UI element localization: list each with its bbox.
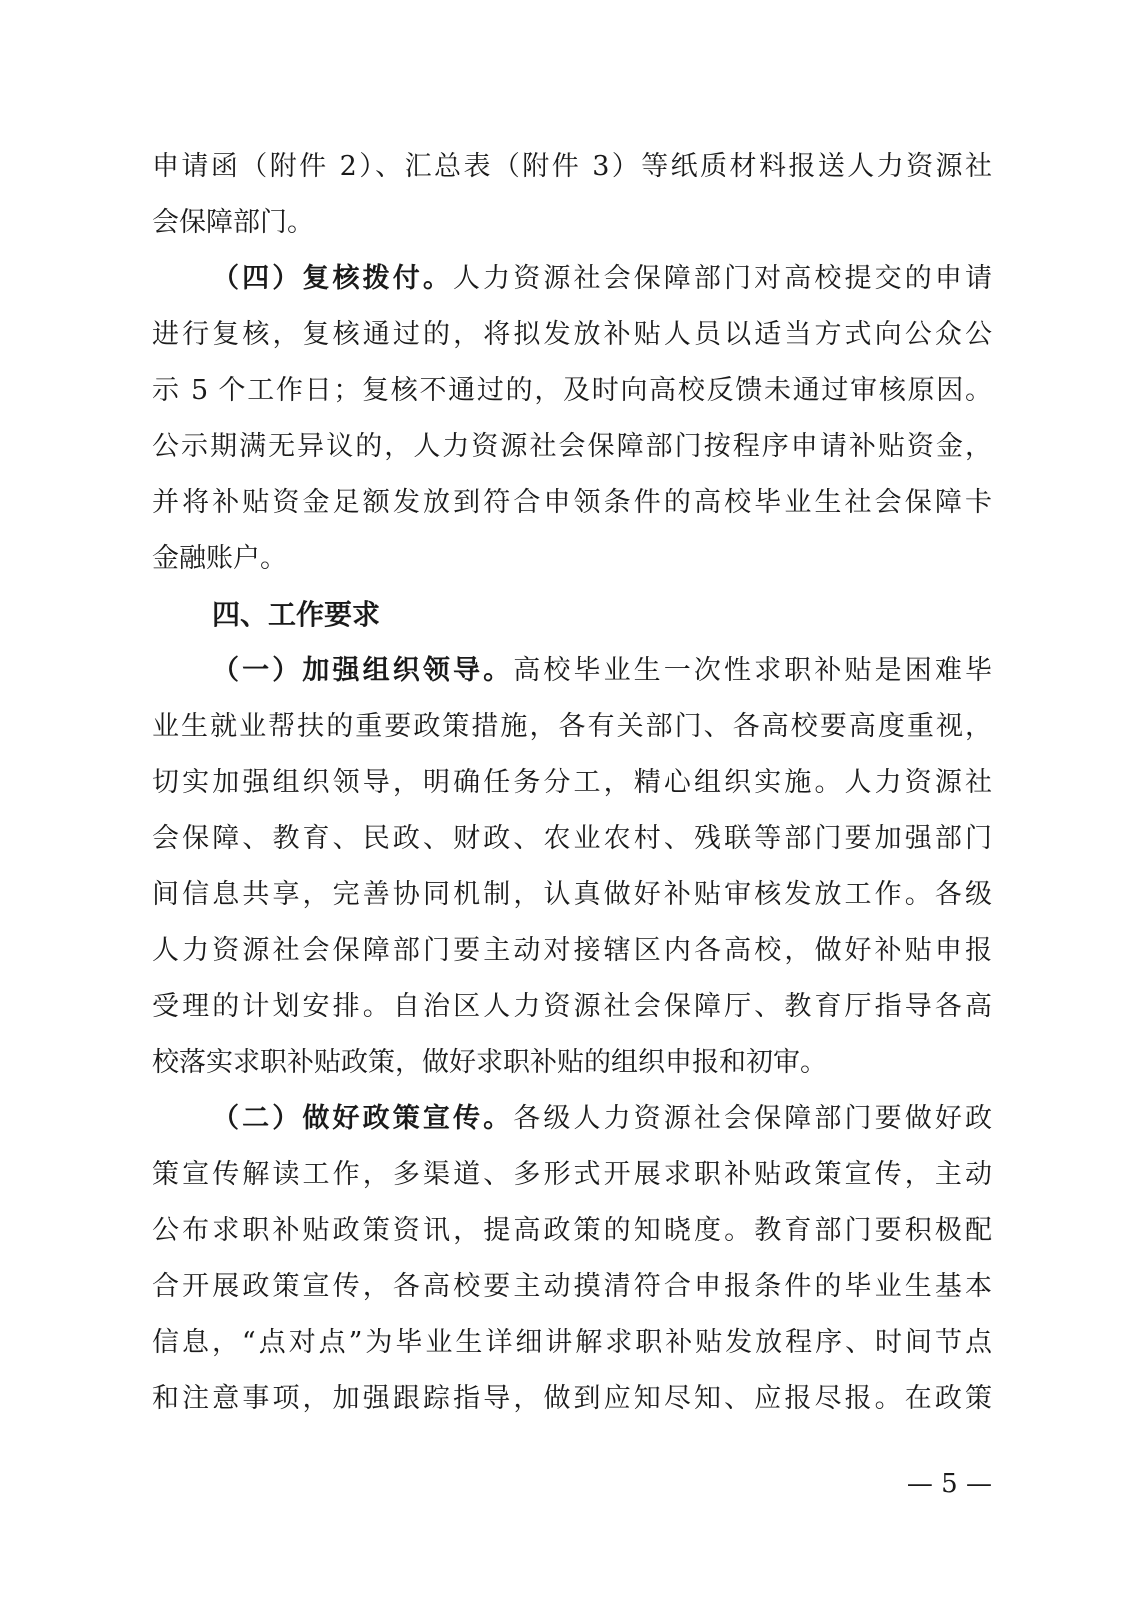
paragraph-line: 业生就业帮扶的重要政策措施，各有关部门、各高校要高度重视，: [152, 711, 992, 742]
paragraph-line: 合开展政策宣传，各高校要主动摸清符合申报条件的毕业生基本: [152, 1271, 992, 1302]
item-2-label: （二）做好政策宣传。: [212, 1103, 514, 1134]
paragraph-line: 切实加强组织领导，明确任务分工，精心组织实施。人力资源社: [152, 767, 992, 798]
paragraph-line: 公示期满无异议的，人力资源社会保障部门按程序申请补贴资金，: [152, 431, 992, 462]
paragraph-line: 公布求职补贴政策资讯，提高政策的知晓度。教育部门要积极配: [152, 1215, 992, 1246]
paragraph-line: 并将补贴资金足额发放到符合申领条件的高校毕业生社会保障卡: [152, 487, 992, 518]
item-1-line: [212, 651, 992, 691]
section-heading: 四、工作要求: [212, 598, 381, 631]
item-4-label: （四）复核拨付。: [212, 263, 453, 294]
paragraph-line: 受理的计划安排。自治区人力资源社会保障厅、教育厅指导各高: [152, 991, 992, 1022]
paragraph-line: 进行复核，复核通过的，将拟发放补贴人员以适当方式向公众公: [152, 319, 992, 350]
paragraph-line: 策宣传解读工作，多渠道、多形式开展求职补贴政策宣传，主动: [152, 1159, 992, 1190]
paragraph-line: 校落实求职补贴政策，做好求职补贴的组织申报和初审。: [152, 1047, 827, 1078]
paragraph-line: 信息，“点对点”为毕业生详细讲解求职补贴发放程序、时间节点: [152, 1327, 992, 1358]
paragraph-line: 会保障、教育、民政、财政、农业农村、残联等部门要加强部门: [152, 823, 992, 854]
page-number: — 5 —: [906, 1469, 992, 1499]
paragraph-line: 会保障部门。: [152, 207, 314, 238]
item-4-text: 人力资源社会保障部门对高校提交的申请: [452, 263, 992, 294]
item-2-line: [212, 1099, 992, 1139]
paragraph-line: 申请函（附件 2）、汇总表（附件 3）等纸质材料报送人力资源社: [152, 151, 992, 182]
item-2-text: 各级人力资源社会保障部门要做好政: [513, 1103, 992, 1134]
paragraph-line: 人力资源社会保障部门要主动对接辖区内各高校，做好补贴申报: [152, 935, 992, 966]
paragraph-line: 示 5 个工作日；复核不通过的，及时向高校反馈未通过审核原因。: [152, 375, 992, 406]
item-1-label: （一）加强组织领导。: [212, 655, 514, 686]
paragraph-line: 和注意事项，加强跟踪指导，做到应知尽知、应报尽报。在政策: [152, 1383, 992, 1414]
item-4-line: [212, 259, 992, 299]
item-1-text: 高校毕业生一次性求职补贴是困难毕: [513, 655, 992, 686]
paragraph-line: 金融账户。: [152, 543, 287, 574]
paragraph-line: 间信息共享，完善协同机制，认真做好补贴审核发放工作。各级: [152, 879, 992, 910]
